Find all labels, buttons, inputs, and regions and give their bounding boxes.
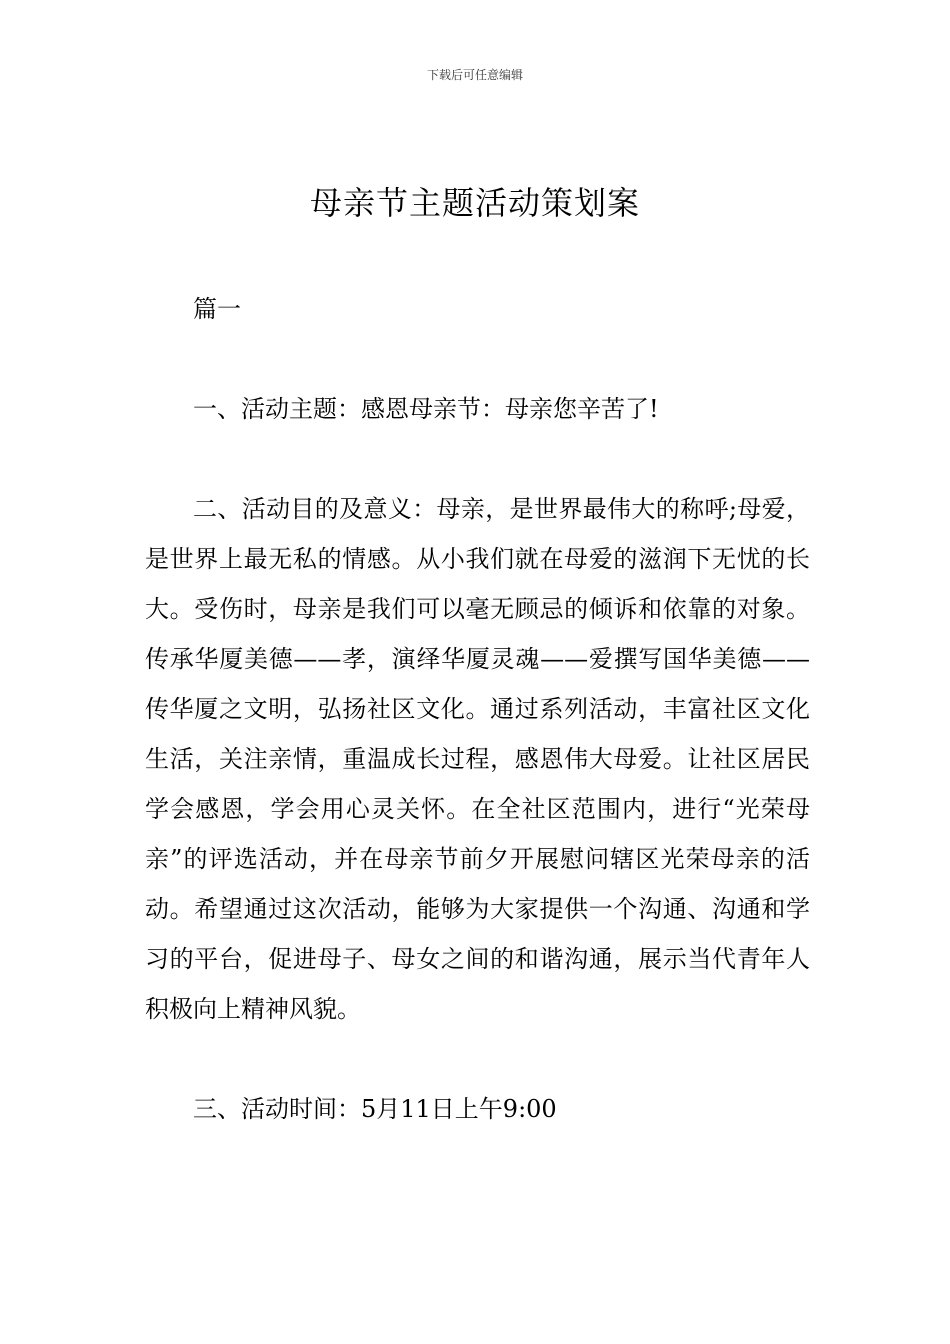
paragraph-gap — [145, 334, 810, 384]
page-header-note: 下载后可任意编辑 — [426, 68, 523, 82]
paragraph-gap — [145, 434, 810, 484]
document-title: 母亲节主题活动策划案 — [309, 184, 640, 222]
document-body — [145, 284, 810, 1134]
section-label: 篇一 — [193, 295, 241, 323]
activity-time-paragraph: 三、活动时间：5月11日上午9:00 — [193, 1095, 557, 1123]
paragraph-gap — [145, 1034, 810, 1084]
activity-purpose-paragraph: 二、活动目的及意义：母亲，是世界最伟大的称呼;母爱，是世界上最无私的情感。从小我们就在母爱的滋润下无忧的长大。受伤时，母亲是我们可以毫无顾忌的倾诉和依靠的对象。传承华厦美德——孝，演绎华厦灵魂——爱撰写国华美德——传华厦之文明，弘扬社区文化。通过系列活动，丰富社区文化生活，关注亲情，重温成长过程，感恩伟大母爱。让社区居民学会感恩，学会用心灵关怀。在全社区范围内，进行“光荣母亲”的评选活动，并在母亲节前夕开展慰问辖区光荣母亲的活动。希望通过这次活动，能够为大家提供一个沟通、沟通和学习的平台，促进母子、母女之间的和谐沟通，展示当代青年人积极向上精神风貌。 — [145, 495, 810, 1023]
activity-theme-paragraph: 一、活动主题：感恩母亲节：母亲您辛苦了! — [193, 395, 659, 423]
